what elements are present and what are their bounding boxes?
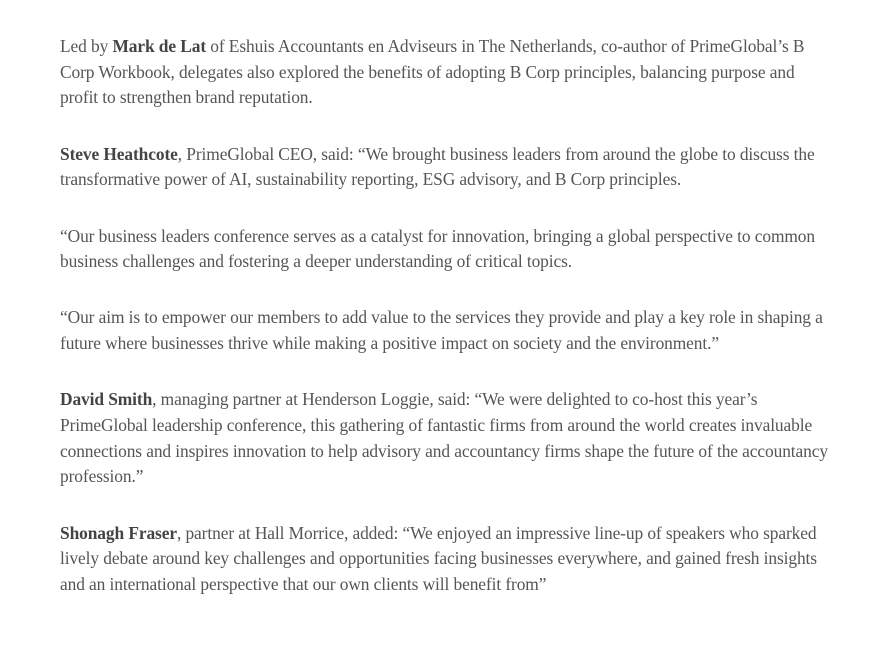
paragraph-lead-text: Led by xyxy=(60,36,113,56)
paragraph-steve-heathcote xyxy=(60,142,835,193)
article-body xyxy=(60,34,835,628)
paragraph-text: “Our business leaders conference serves as a catalyst for innovation, bringing a global perspective to common business challenges and fostering a deeper understanding of critical topics. xyxy=(60,225,816,272)
paragraph-mark-de-lat xyxy=(60,34,835,111)
paragraph-empower-members xyxy=(60,305,835,356)
paragraph-text: “Our aim is to empower our members to add value to the services they provide and play a key role in shaping a future where businesses thrive while making a positive impact on society and the environment.” xyxy=(60,307,823,354)
paragraph-text: , PrimeGlobal CEO, said: “We brought business leaders from around the globe to discuss the transformative power of AI, sustainability reporting, ESG advisory, and B Corp principles. xyxy=(60,143,815,190)
person-name-mark-de-lat: Mark de Lat xyxy=(112,36,207,56)
paragraph-text: , partner at Hall Morrice, added: “We enjoyed an impressive line-up of speakers who sparked lively debate around key challenges and opportunities facing businesses everywhere, and gained fresh insights and an international perspective that our own clients will benefit from” xyxy=(60,522,817,595)
paragraph-conference-catalyst xyxy=(60,224,835,275)
person-name-steve-heathcote: Steve Heathcote xyxy=(60,143,178,164)
person-name-shonagh-fraser: Shonagh Fraser xyxy=(60,522,177,543)
paragraph-text: , managing partner at Henderson Loggie, said: “We were delighted to co-host this year’s PrimeGlobal leadership conference, this gathering of fantastic firms from around the world creates invaluable connections and inspires innovation to help advisory and accountancy firms shape the future of the accountancy profession.” xyxy=(60,389,828,487)
paragraph-shonagh-fraser xyxy=(60,521,835,598)
paragraph-text: of Eshuis Accountants en Adviseurs in The Netherlands, co-author of PrimeGlobal’s B Corp Workbook, delegates also explored the benefits of adopting B Corp principles, balancing purpose and profit to strengthen brand reputation. xyxy=(60,36,805,108)
person-name-david-smith: David Smith xyxy=(60,389,153,410)
paragraph-david-smith xyxy=(60,387,835,490)
